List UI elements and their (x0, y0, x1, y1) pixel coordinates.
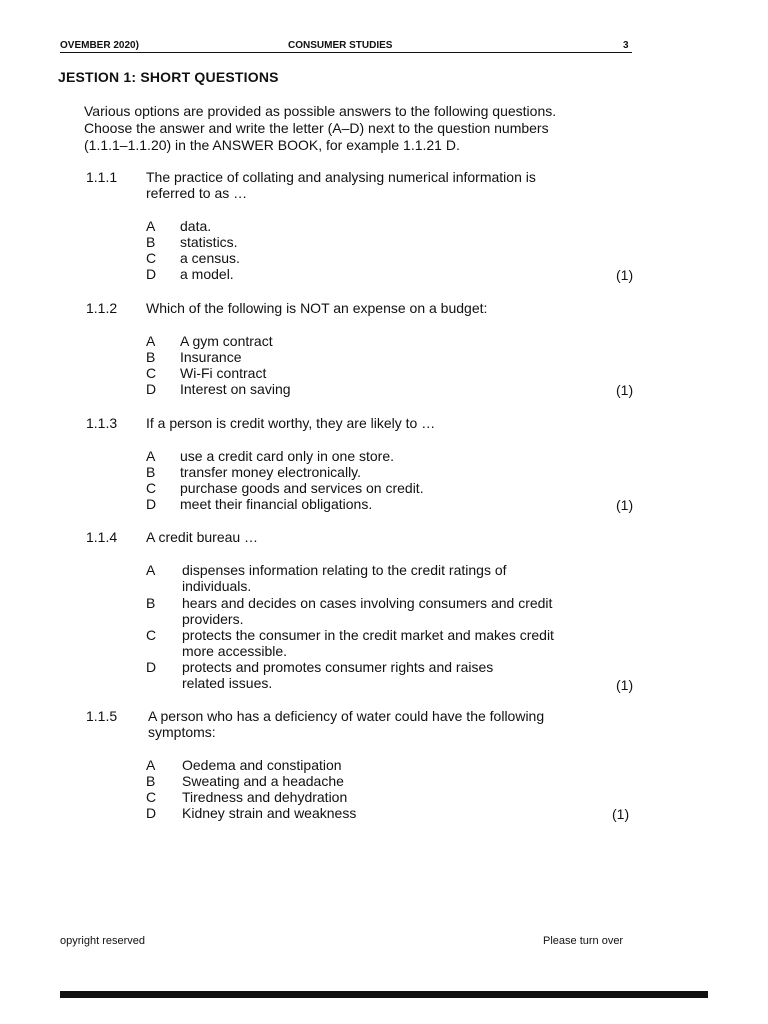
option-letter: A (146, 448, 156, 464)
option-letter: A (146, 757, 156, 773)
intro-line-2: Choose the answer and write the letter (A–D) next to the question numbers (84, 120, 549, 136)
intro-line-1: Various options are provided as possible answers to the following questions. (84, 103, 557, 119)
option-letter: A (146, 333, 156, 349)
option-text: Tiredness and dehydration (182, 789, 348, 805)
option-text: Wi-Fi contract (180, 365, 267, 381)
option-letter: C (146, 789, 157, 805)
option-letter: B (146, 595, 156, 611)
question-mark: (1) (612, 806, 630, 822)
option-letter: C (146, 480, 157, 496)
question-mark: (1) (616, 267, 634, 283)
header-page-number: 3 (623, 40, 629, 51)
intro-line-3: (1.1.1–1.1.20) in the ANSWER BOOK, for example 1.1.21 D. (84, 137, 460, 153)
option-text: A gym contract (180, 333, 273, 349)
option-text: use a credit card only in one store. (180, 448, 395, 464)
question-number: 1.1.4 (86, 529, 118, 545)
question-number: 1.1.1 (86, 169, 118, 185)
question-number: 1.1.2 (86, 300, 118, 316)
option-text: Interest on saving (180, 381, 291, 397)
option-text: purchase goods and services on credit. (180, 480, 424, 496)
question-text: referred to as … (146, 185, 248, 201)
option-text: Sweating and a headache (182, 773, 344, 789)
footer-bar (60, 991, 708, 998)
option-letter: B (146, 773, 156, 789)
option-letter: B (146, 464, 156, 480)
option-text: a model. (180, 266, 234, 282)
option-letter: B (146, 234, 156, 250)
option-letter: C (146, 250, 157, 266)
option-letter: D (146, 496, 157, 512)
option-text: more accessible. (182, 643, 288, 659)
question-text: A credit bureau … (146, 529, 259, 545)
footer-turn-over: Please turn over (543, 935, 624, 947)
option-text: protects the consumer in the credit market and makes credit (182, 627, 554, 643)
option-letter: C (146, 365, 157, 381)
option-text: Kidney strain and weakness (182, 805, 357, 821)
option-text: Insurance (180, 349, 242, 365)
question-mark: (1) (616, 497, 634, 513)
footer-copyright: opyright reserved (60, 935, 145, 947)
option-text: providers. (182, 611, 244, 627)
option-text: related issues. (182, 675, 273, 691)
question-number: 1.1.3 (86, 415, 118, 431)
question-mark: (1) (616, 677, 634, 693)
option-text: dispenses information relating to the credit ratings of (182, 562, 507, 578)
option-letter: D (146, 805, 157, 821)
option-letter: C (146, 627, 157, 643)
option-text: Oedema and constipation (182, 757, 342, 773)
option-text: data. (180, 218, 212, 234)
option-letter: D (146, 381, 157, 397)
option-text: meet their financial obligations. (180, 496, 373, 512)
header-rule (60, 52, 632, 53)
question-text: symptoms: (148, 724, 216, 740)
option-letter: B (146, 349, 156, 365)
option-letter: A (146, 218, 156, 234)
option-text: hears and decides on cases involving consumers and credit (182, 595, 553, 611)
option-letter: A (146, 562, 156, 578)
option-letter: D (146, 659, 157, 675)
question-text: A person who has a deficiency of water could have the following (148, 708, 545, 724)
header-subject: CONSUMER STUDIES (288, 40, 393, 51)
option-text: individuals. (182, 578, 252, 594)
question-text: Which of the following is NOT an expense on a budget: (146, 300, 488, 316)
question-number: 1.1.5 (86, 708, 118, 724)
option-text: transfer money electronically. (180, 464, 362, 480)
option-letter: D (146, 266, 157, 282)
option-text: statistics. (180, 234, 238, 250)
question-text: If a person is credit worthy, they are likely to … (146, 415, 436, 431)
question-mark: (1) (616, 382, 634, 398)
question-text: The practice of collating and analysing numerical information is (146, 169, 536, 185)
option-text: protects and promotes consumer rights and raises (182, 659, 494, 675)
option-text: a census. (180, 250, 240, 266)
header-date: OVEMBER 2020) (60, 40, 139, 51)
section-title: JESTION 1: SHORT QUESTIONS (58, 69, 279, 85)
